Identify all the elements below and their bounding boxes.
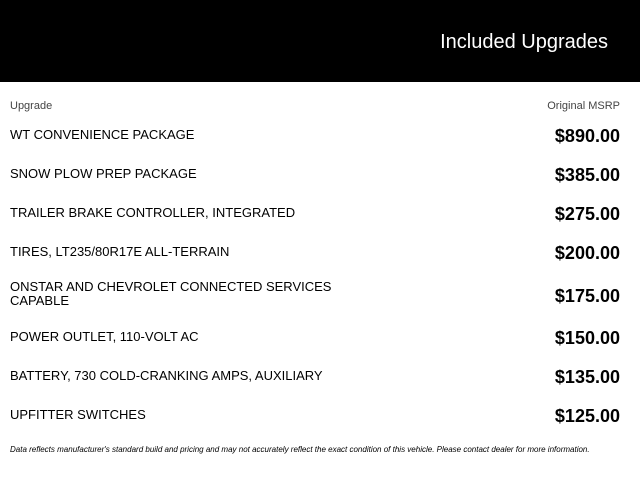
- upgrade-name: ONSTAR AND CHEVROLET CONNECTED SERVICES CAPABLE: [10, 279, 332, 308]
- upgrade-price: $135.00: [554, 367, 620, 387]
- upgrade-list: [0, 122, 640, 441]
- upgrade-name: TIRES, LT235/80R17E ALL-TERRAIN: [10, 244, 230, 259]
- upgrade-price: $150.00: [554, 328, 620, 348]
- upgrade-price: $200.00: [554, 243, 620, 263]
- list-item: [0, 402, 640, 441]
- upgrade-name: BATTERY, 730 COLD-CRANKING AMPS, AUXILIARY: [10, 368, 323, 383]
- upgrade-price: $175.00: [554, 286, 620, 306]
- list-item: [0, 161, 640, 200]
- list-item: [0, 324, 640, 363]
- upgrade-name: TRAILER BRAKE CONTROLLER, INTEGRATED: [10, 205, 296, 220]
- list-item: [0, 239, 640, 278]
- upgrade-price: $275.00: [554, 204, 620, 224]
- list-item: [0, 122, 640, 161]
- upgrade-name: POWER OUTLET, 110-VOLT AC: [10, 329, 199, 344]
- upgrade-name: SNOW PLOW PREP PACKAGE: [10, 166, 197, 181]
- list-item: [0, 278, 640, 324]
- disclaimer-text: Data reflects manufacturer's standard build and pricing and may not accurately reflect the exact condition of this vehicle. Please contact dealer for more information.: [10, 445, 590, 454]
- upgrade-name: WT CONVENIENCE PACKAGE: [10, 127, 195, 142]
- page-title: Included Upgrades: [440, 31, 608, 53]
- upgrade-name: UPFITTER SWITCHES: [10, 407, 146, 422]
- header-bar: [0, 0, 640, 82]
- upgrade-price: $890.00: [554, 126, 620, 146]
- upgrade-price: $125.00: [554, 406, 620, 426]
- list-item: [0, 363, 640, 402]
- upgrade-price: $385.00: [554, 165, 620, 185]
- column-header-upgrade: Upgrade: [10, 100, 53, 112]
- list-item: [0, 200, 640, 239]
- column-header-msrp: Original MSRP: [547, 100, 620, 112]
